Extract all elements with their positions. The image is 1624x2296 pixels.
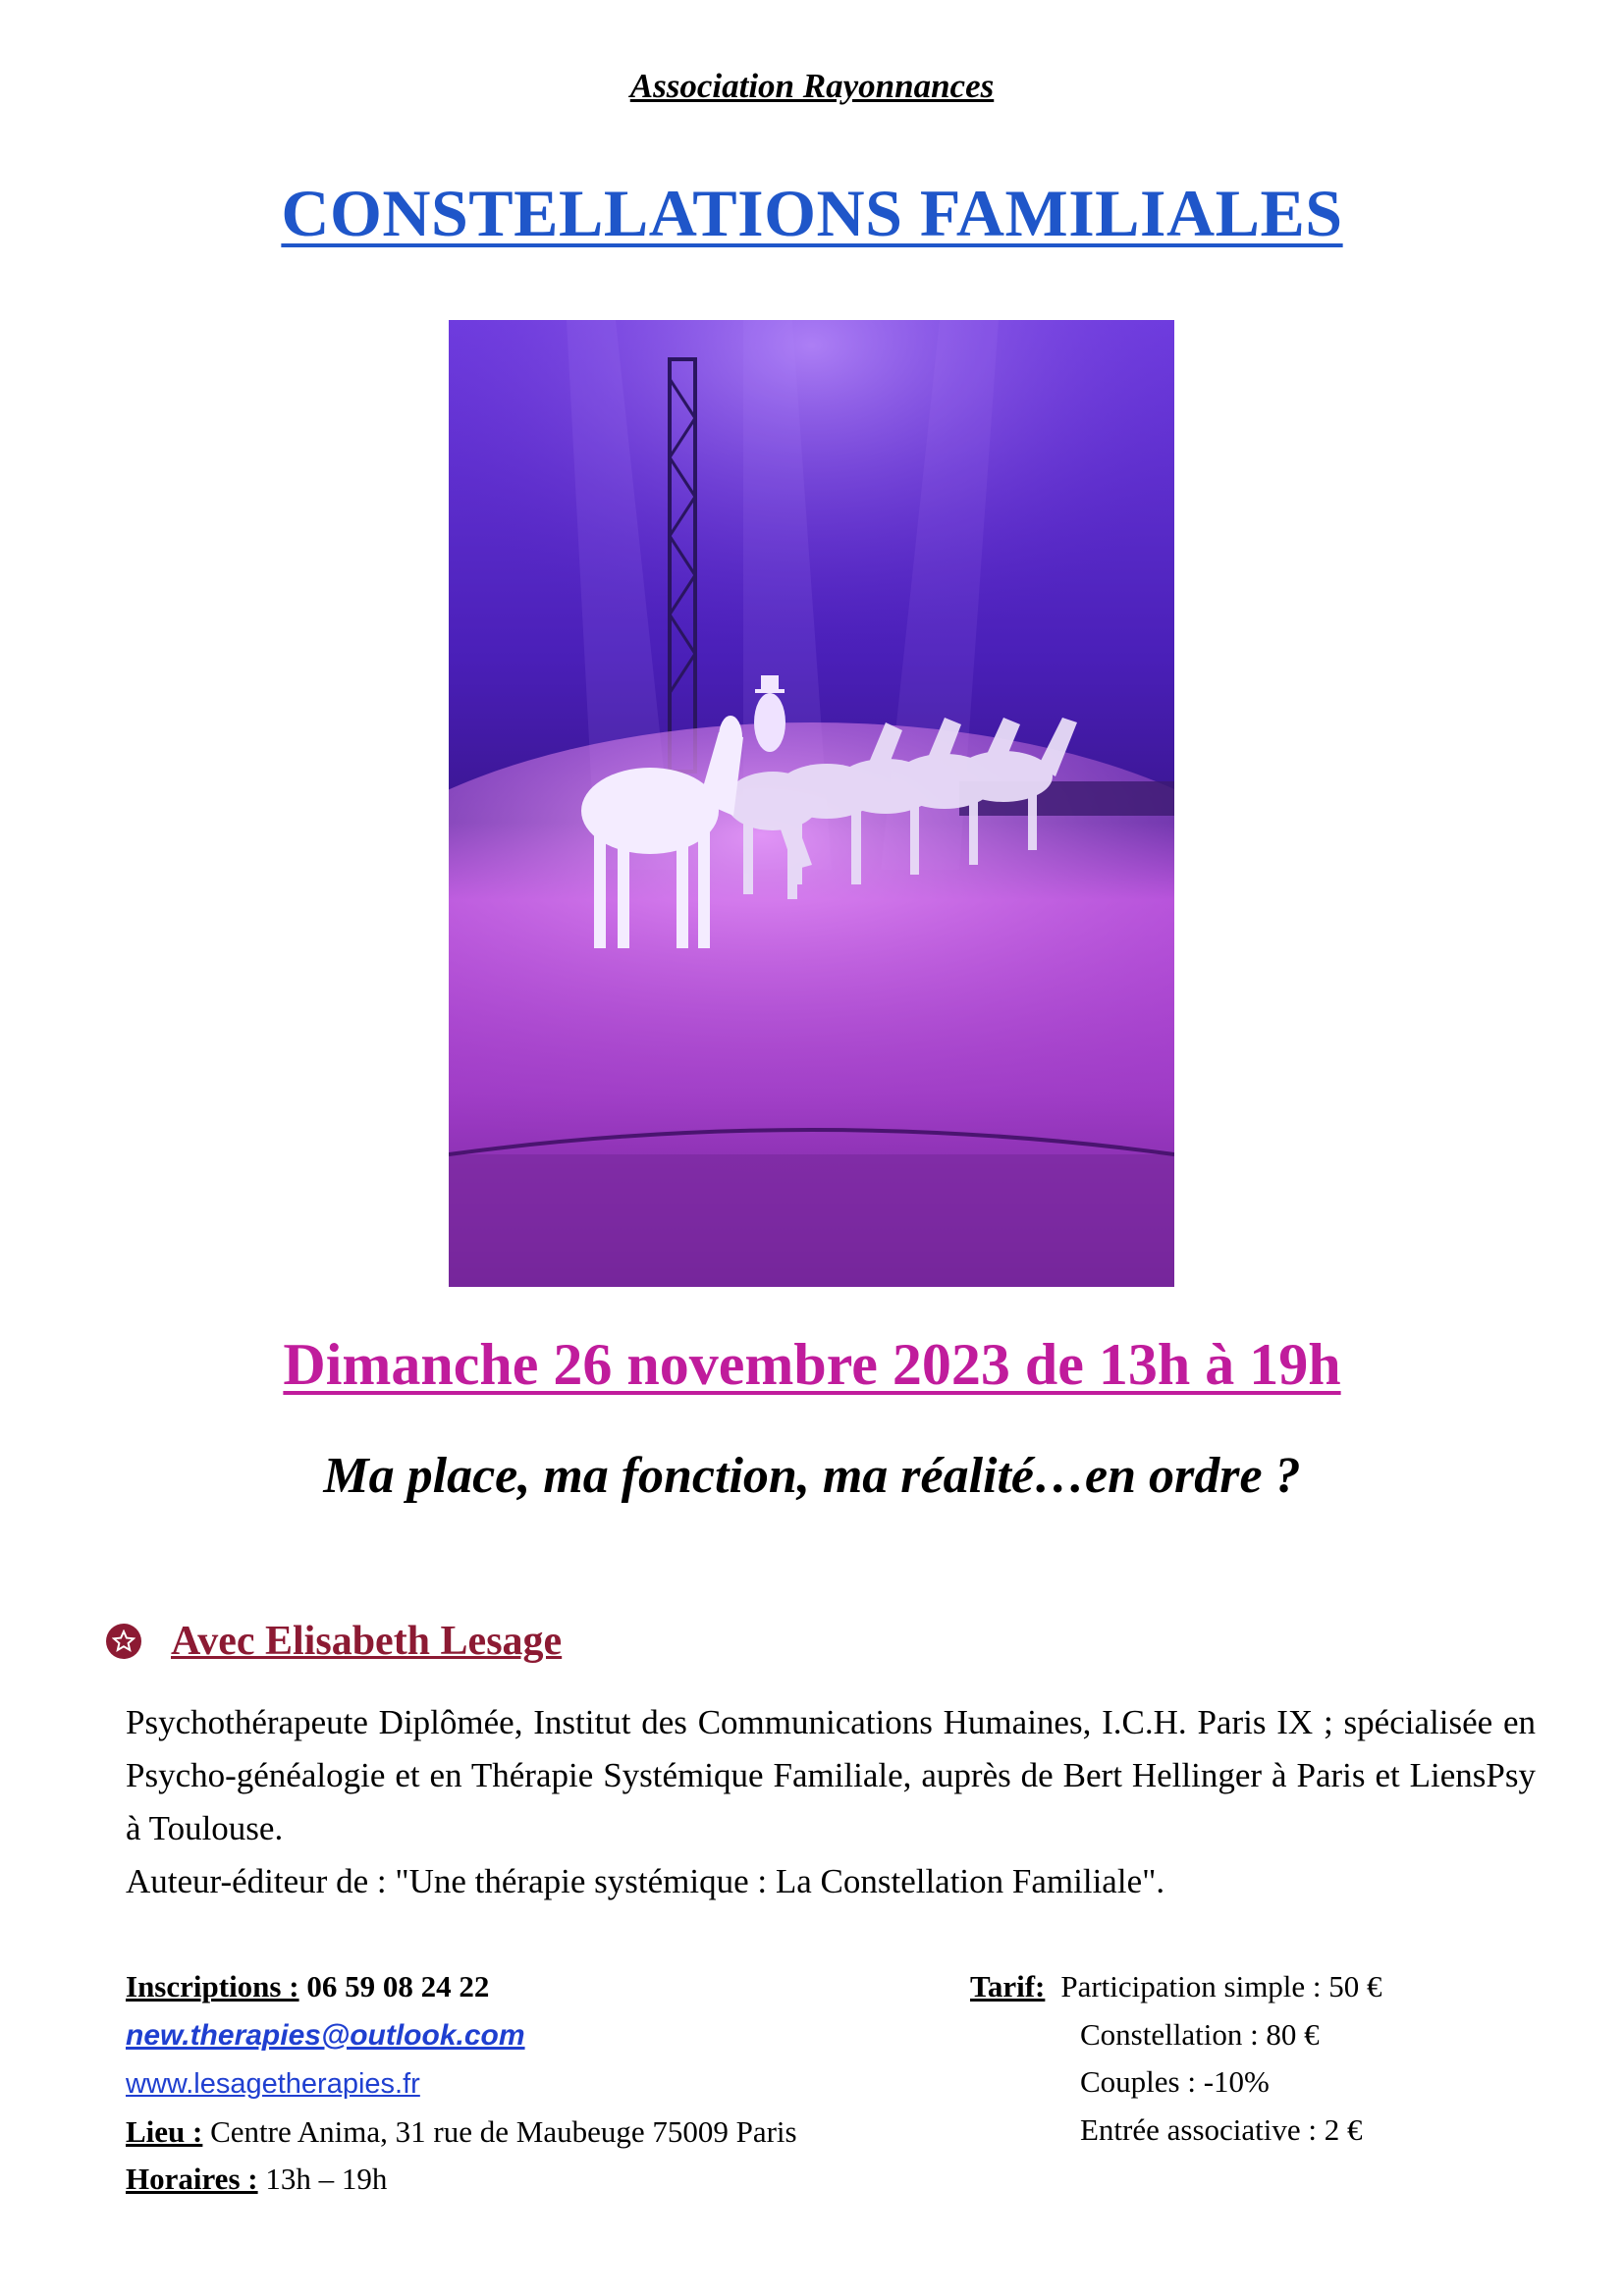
speaker-name: Avec Elisabeth Lesage: [171, 1619, 563, 1664]
event-tagline: Ma place, ma fonction, ma réalité…en ordre ?: [323, 1448, 1301, 1504]
horaires-label: Horaires :: [126, 2162, 258, 2196]
inscriptions-line: [126, 1963, 911, 2011]
star-icon: [106, 1624, 141, 1659]
inscriptions-label: Inscriptions :: [126, 1969, 299, 2003]
bio-paragraph: Auteur-éditeur de : "Une thérapie systémique : La Constellation Familiale".: [126, 1862, 1165, 1900]
tarif-label: Tarif:: [970, 1969, 1046, 2003]
pricing-block: [970, 1963, 1559, 2154]
price-item: Entrée associative : 2 €: [1080, 2111, 1363, 2147]
phone-number: 06 59 08 24 22: [306, 1969, 490, 2003]
horaires-line: [126, 2156, 911, 2204]
website-link[interactable]: www.lesagetherapies.fr: [126, 2068, 420, 2100]
speaker-bio: [126, 1696, 1536, 1908]
speaker-heading: [106, 1618, 562, 1665]
page-title: CONSTELLATIONS FAMILIALES: [281, 176, 1343, 250]
email-link[interactable]: new.therapies@outlook.com: [126, 2018, 525, 2052]
association-name: Association Rayonnances: [629, 67, 995, 105]
price-item: Constellation : 80 €: [1080, 2016, 1320, 2052]
price-item: Participation simple : 50 €: [1060, 1969, 1382, 2003]
lieu-value: Centre Anima, 31 rue de Maubeuge 75009 Paris: [210, 2113, 797, 2149]
price-item: Couples : -10%: [1080, 2064, 1270, 2099]
event-date: Dimanche 26 novembre 2023 de 13h à 19h: [283, 1332, 1341, 1397]
lieu-label: Lieu :: [126, 2113, 203, 2149]
horaires-value: 13h – 19h: [265, 2162, 388, 2196]
contact-block: [126, 1963, 911, 2204]
lieu-line: [126, 2109, 911, 2157]
horses-photo: [449, 320, 1174, 1287]
bio-paragraph: Psychothérapeute Diplômée, Institut des Communications Humaines, I.C.H. Paris IX ; spécialisée en Psycho-généalogie et en Thérapie Systémique Familiale, auprès de Bert Hellinger à Paris et LiensPsy à Toulouse.: [126, 1703, 1536, 1847]
